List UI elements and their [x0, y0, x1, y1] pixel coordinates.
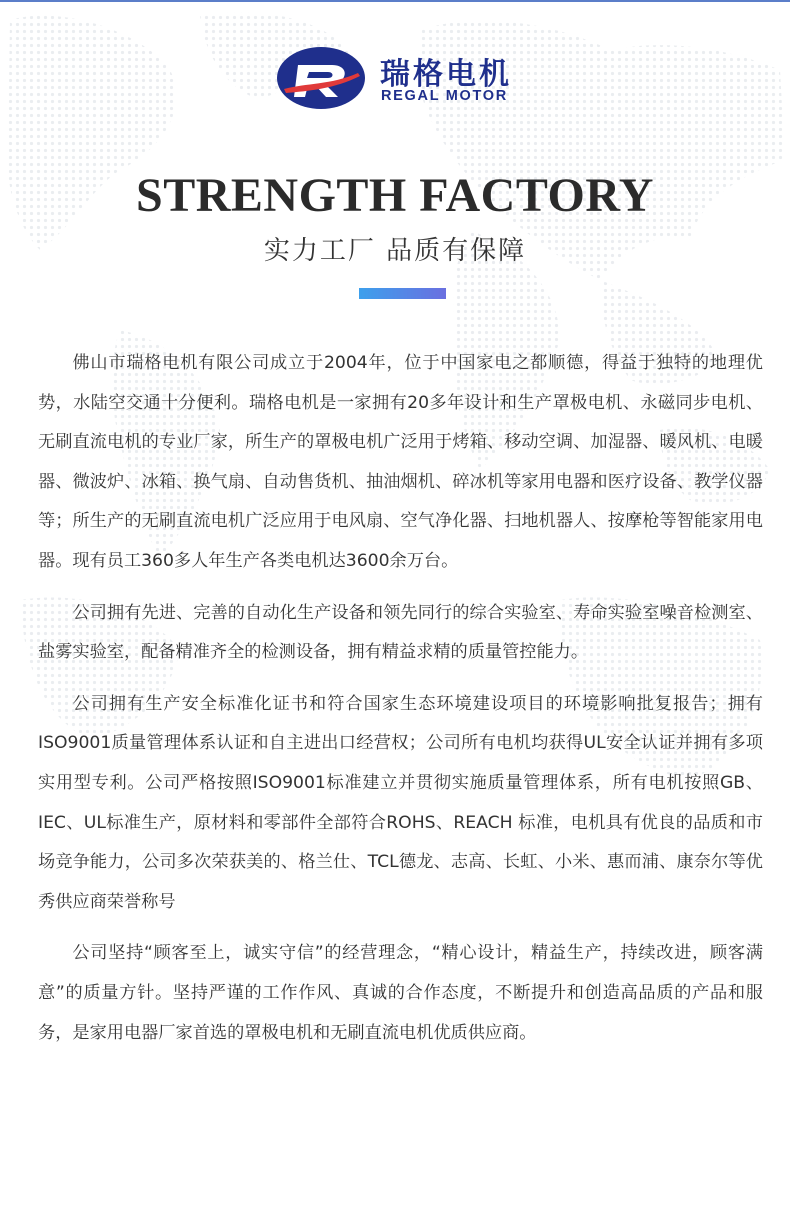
company-introduction — [38, 344, 763, 1065]
brand-name-en: REGAL MOTOR — [381, 88, 508, 104]
top-accent-line — [0, 0, 790, 2]
page-title-en: STRENGTH FACTORY — [136, 169, 654, 222]
intro-paragraph: 佛山市瑞格电机有限公司成立于2004年，位于中国家电之都顺德，得益于独特的地理优势，水陆空交通十分便利。瑞格电机是一家拥有20多年设计和生产罩极电机、永磁同步电机、无刷直流电机的专业厂家，所生产的罩极电机广泛用于烤箱、移动空调、加湿器、暖风机、电暖器、微波炉、冰箱、换气扇、自动售货机、抽油烟机、碎冰机等家用电器和医疗设备、教学仪器等；所生产的无刷直流电机广泛应用于电风扇、空气净化器、扫地机器人、按摩枪等智能家用电器。现有员工360多人年生产各类电机达3600余万台。 — [38, 353, 763, 571]
page-subtitle-cn: 实力工厂 品质有保障 — [263, 236, 527, 266]
philosophy-paragraph: 公司坚持“顾客至上，诚实守信”的经营理念，“精心设计，精益生产，持续改进，顾客满意”的质量方针。坚持严谨的工作作风、真诚的合作态度，不断提升和创造高品质的产品和服务，是家用电器厂家首选的罩极电机和无刷直流电机优质供应商。 — [38, 943, 763, 1043]
brand-name-cn: 瑞格电机 — [380, 57, 512, 92]
regal-logo-icon — [276, 45, 366, 111]
company-logo — [276, 45, 536, 111]
certification-paragraph: 公司拥有生产安全标准化证书和符合国家生态环境建设项目的环境影响批复报告；拥有ISO9001质量管理体系认证和自主进出口经营权；公司所有电机均获得UL安全认证并拥有多项实用型专利。公司严格按照ISO9001标准建立并贯彻实施质量管理体系，所有电机按照GB、IEC、UL标准生产，原材料和零部件全部符合ROHS、REACH 标准，电机具有优良的品质和市场竞争能力，公司多次荣获美的、格兰仕、TCL德龙、志高、长虹、小米、惠而浦、康奈尔等优秀供应商荣誉称号 — [38, 693, 763, 912]
title-underline-bar — [359, 288, 446, 299]
lab-paragraph: 公司拥有先进、完善的自动化生产设备和领先同行的综合实验室、寿命实验室噪音检测室、盐雾实验室，配备精准齐全的检测设备，拥有精益求精的质量管控能力。 — [38, 602, 763, 663]
